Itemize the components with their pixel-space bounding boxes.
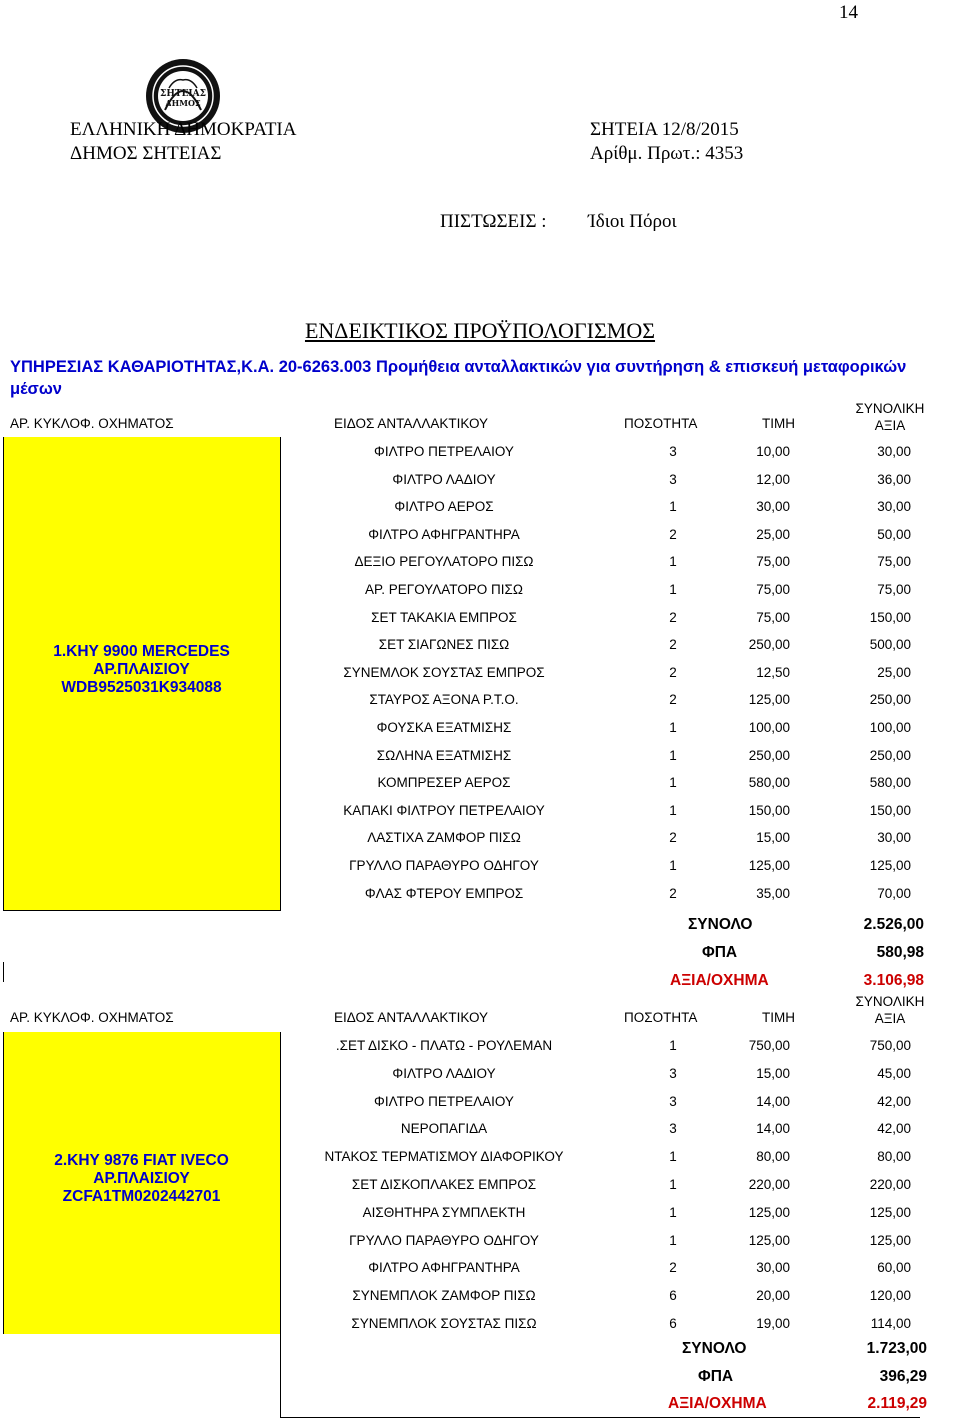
cell-price: 75,00 bbox=[756, 554, 790, 570]
cell-qty: 1 bbox=[669, 1204, 677, 1220]
table-row bbox=[280, 604, 920, 631]
cell-qty: 1 bbox=[669, 802, 677, 818]
cell-total: 125,00 bbox=[869, 1204, 911, 1220]
cell-qty: 3 bbox=[669, 1093, 677, 1109]
cell-price: 80,00 bbox=[756, 1149, 790, 1165]
table-row bbox=[280, 1171, 920, 1198]
cell-total: 80,00 bbox=[877, 1149, 911, 1165]
cell-item: ΣΥΝΕΜΛΟΚ ΣΟΥΣΤΑΣ ΕΜΠΡΟΣ bbox=[343, 664, 545, 680]
cell-total: 750,00 bbox=[869, 1038, 911, 1053]
table-row bbox=[280, 1282, 920, 1309]
cell-price: 19,00 bbox=[756, 1316, 790, 1331]
vehicle-2-chassis: ZCFA1TM0202442701 bbox=[62, 1188, 221, 1205]
vehicle-1-info bbox=[3, 643, 280, 697]
cell-item: ΦΟΥΣΚΑ ΕΞΑΤΜΙΣΗΣ bbox=[376, 720, 512, 735]
grand-total-label-1: ΑΞΙΑ/ΟΧΗΜΑ bbox=[670, 972, 769, 989]
cell-item: ΦΙΛΤΡΟ ΛΑΔΙΟΥ bbox=[392, 471, 496, 487]
table-row bbox=[280, 631, 920, 658]
col-header-vehicle: ΑΡ. ΚΥΚΛΟΦ. ΟΧΗΜΑΤΟΣ bbox=[10, 416, 174, 431]
cell-total: 100,00 bbox=[869, 720, 911, 735]
cell-item: ΦΛΑΣ ΦΤΕΡΟΥ ΕΜΠΡΟΣ bbox=[364, 885, 524, 901]
cell-qty: 2 bbox=[669, 637, 677, 653]
cell-qty: 1 bbox=[669, 747, 677, 763]
table-row bbox=[280, 1032, 920, 1059]
col-header-vehicle-2: ΑΡ. ΚΥΚΛΟΦ. ΟΧΗΜΑΤΟΣ bbox=[10, 1010, 174, 1025]
vat-label-2: ΦΠΑ bbox=[698, 1368, 734, 1385]
table-row bbox=[280, 742, 920, 769]
col-header-qty-2: ΠΟΣΟΤΗΤΑ bbox=[624, 1010, 698, 1025]
cell-qty: 3 bbox=[669, 1065, 677, 1081]
cell-total: 45,00 bbox=[877, 1065, 911, 1081]
cell-item: ΚΟΜΠΡΕΣΕΡ ΑΕΡΟΣ bbox=[377, 775, 511, 791]
cell-qty: 1 bbox=[669, 499, 677, 515]
issuer-line-2: ΔΗΜΟΣ ΣΗΤΕΙΑΣ bbox=[70, 143, 222, 164]
cell-price: 750,00 bbox=[748, 1038, 790, 1053]
table-row bbox=[280, 824, 920, 851]
cell-qty: 1 bbox=[669, 1177, 677, 1192]
col-header-total-line2: ΑΞΙΑ bbox=[874, 418, 906, 433]
cell-total: 220,00 bbox=[869, 1177, 911, 1192]
cell-price: 250,00 bbox=[748, 637, 790, 653]
cell-qty: 1 bbox=[669, 1232, 677, 1248]
cell-total: 125,00 bbox=[869, 858, 911, 873]
cell-item: ΦΙΛΤΡΟ ΛΑΔΙΟΥ bbox=[392, 1065, 496, 1081]
cell-price: 10,00 bbox=[756, 444, 790, 459]
cell-price: 15,00 bbox=[756, 830, 790, 846]
vehicle-1-plate: 1.ΚΗΥ 9900 MERCEDES bbox=[53, 643, 230, 660]
header-right bbox=[590, 118, 743, 166]
cell-qty: 1 bbox=[669, 720, 677, 735]
cell-qty: 2 bbox=[669, 526, 677, 542]
cell-total: 500,00 bbox=[869, 637, 911, 653]
cell-total: 30,00 bbox=[877, 499, 911, 515]
cell-price: 100,00 bbox=[748, 720, 790, 735]
cell-total: 42,00 bbox=[877, 1121, 911, 1137]
cell-total: 36,00 bbox=[877, 471, 911, 487]
cell-item: ΓΡΥΛΛΟ ΠΑΡΑΘΥΡΟ ΟΔΗΓΟΥ bbox=[349, 858, 539, 873]
cell-item: ΣΕΤ ΣΙΑΓΩΝΕΣ ΠΙΣΩ bbox=[378, 637, 510, 653]
cell-item: .ΣΕΤ ΔΙΣΚΟ - ΠΛΑΤΩ - ΡΟΥΛΕΜΑΝ bbox=[335, 1038, 553, 1053]
table-row bbox=[280, 466, 920, 493]
table-row bbox=[280, 1199, 920, 1226]
cell-item: ΛΑΣΤΙΧΑ ΖΑΜΦΟΡ ΠΙΣΩ bbox=[367, 830, 521, 846]
col-header-price-2: ΤΙΜΗ bbox=[762, 1010, 795, 1025]
cell-total: 30,00 bbox=[877, 830, 911, 846]
cell-price: 220,00 bbox=[748, 1177, 790, 1192]
protocol-number: Αρίθμ. Πρωτ.: 4353 bbox=[590, 143, 744, 164]
table-row bbox=[280, 1060, 920, 1087]
table-row bbox=[280, 1115, 920, 1142]
vehicle-2-chassis-label: ΑΡ.ΠΛΑΙΣΙΟΥ bbox=[93, 1170, 190, 1187]
cell-qty: 2 bbox=[669, 664, 677, 680]
col-header-total-2-line1: ΣΥΝΟΛΙΚΗ bbox=[855, 994, 925, 1009]
table-row bbox=[280, 714, 920, 741]
cell-qty: 2 bbox=[669, 885, 677, 901]
cell-item: ΓΡΥΛΛΟ ΠΑΡΑΘΥΡΟ ΟΔΗΓΟΥ bbox=[349, 1232, 539, 1248]
cell-total: 75,00 bbox=[877, 554, 911, 570]
cell-qty: 1 bbox=[669, 775, 677, 791]
cell-price: 75,00 bbox=[756, 609, 790, 625]
cell-price: 250,00 bbox=[748, 747, 790, 763]
credits-value: Ίδιοι Πόροι bbox=[588, 211, 677, 232]
cell-qty: 3 bbox=[669, 1121, 677, 1137]
table-row bbox=[280, 852, 920, 879]
cell-qty: 2 bbox=[669, 609, 677, 625]
cell-price: 20,00 bbox=[756, 1288, 790, 1304]
cell-price: 580,00 bbox=[748, 775, 790, 791]
cell-total: 42,00 bbox=[877, 1093, 911, 1109]
vehicle-2-info bbox=[3, 1152, 280, 1206]
credits-label: ΠΙΣΤΩΣΕΙΣ : bbox=[440, 211, 547, 232]
cell-price: 125,00 bbox=[748, 1232, 790, 1248]
cell-price: 12,50 bbox=[756, 664, 790, 680]
document-title: ΕΝΔΕΙΚΤΙΚΟΣ ΠΡΟΫΠΟΛΟΓΙΣΜΟΣ bbox=[304, 318, 656, 343]
grand-total-value-1: 3.106,98 bbox=[863, 972, 924, 989]
subtotal-label-1: ΣΥΝΟΛΟ bbox=[688, 916, 753, 933]
cell-item: ΔΕΞΙΟ ΡΕΓΟΥΛΑΤΟΡΟ ΠΙΣΩ bbox=[354, 554, 534, 570]
col-header-qty: ΠΟΣΟΤΗΤΑ bbox=[624, 416, 698, 431]
table-row bbox=[280, 1310, 920, 1337]
cell-price: 150,00 bbox=[748, 802, 790, 818]
col-header-total-line1: ΣΥΝΟΛΙΚΗ bbox=[855, 401, 925, 416]
header-left bbox=[70, 118, 296, 166]
cell-item: ΑΡ. ΡΕΓΟΥΛΑΤΟΡΟ ΠΙΣΩ bbox=[364, 582, 523, 597]
page-number: 14 bbox=[839, 2, 858, 23]
cell-total: 150,00 bbox=[869, 802, 911, 818]
cell-price: 14,00 bbox=[756, 1121, 790, 1137]
table-row bbox=[280, 880, 920, 907]
col-header-total bbox=[850, 400, 930, 434]
cell-total: 114,00 bbox=[870, 1316, 911, 1331]
vat-value-1: 580,98 bbox=[876, 944, 924, 961]
cell-total: 30,00 bbox=[877, 444, 911, 459]
cell-total: 120,00 bbox=[869, 1288, 911, 1304]
cell-qty: 1 bbox=[669, 1149, 677, 1165]
cell-price: 75,00 bbox=[756, 582, 790, 597]
cell-item: ΦΙΛΤΡΟ ΠΕΤΡΕΛΑΙΟΥ bbox=[374, 1093, 514, 1109]
cell-item: ΣΤΑΥΡΟΣ ΑΞΟΝΑ Ρ.Τ.Ο. bbox=[369, 692, 519, 708]
vehicle-2-plate: 2.ΚΗΥ 9876 FIAT IVECO bbox=[54, 1152, 229, 1169]
table-row bbox=[280, 1227, 920, 1254]
table-row bbox=[280, 438, 920, 465]
table-row bbox=[280, 659, 920, 686]
cell-item: ΦΙΛΤΡΟ ΑΦΗΓΡΑΝΤΗΡΑ bbox=[368, 526, 520, 542]
cell-item: ΝΤΑΚΟΣ ΤΕΡΜΑΤΙΣΜΟΥ ΔΙΑΦΟΡΙΚΟΥ bbox=[324, 1149, 564, 1165]
cell-qty: 6 bbox=[669, 1288, 677, 1304]
cell-item: ΣΩΛΗΝΑ ΕΞΑΤΜΙΣΗΣ bbox=[376, 747, 512, 763]
cell-total: 25,00 bbox=[877, 664, 911, 680]
cell-item: ΦΙΛΤΡΟ ΑΦΗΓΡΑΝΤΗΡΑ bbox=[368, 1260, 520, 1276]
cell-item: ΚΑΠΑΚΙ ΦΙΛΤΡΟΥ ΠΕΤΡΕΛΑΙΟΥ bbox=[343, 802, 545, 818]
table-row bbox=[280, 548, 920, 575]
cell-price: 125,00 bbox=[748, 692, 790, 708]
cell-total: 580,00 bbox=[869, 775, 911, 791]
cell-total: 250,00 bbox=[869, 747, 911, 763]
subtotal-label-2: ΣΥΝΟΛΟ bbox=[682, 1340, 747, 1357]
svg-text:ΣΗΤΕΙΑΣ: ΣΗΤΕΙΑΣ bbox=[160, 89, 206, 99]
vat-value-2: 396,29 bbox=[879, 1368, 927, 1385]
cell-item: ΝΕΡΟΠΑΓΙΔΑ bbox=[400, 1121, 488, 1137]
service-description: ΥΠΗΡΕΣΙΑΣ ΚΑΘΑΡΙΟΤΗΤΑΣ,Κ.Α. 20-6263.003 Προμήθεια ανταλλακτικών για συντήρηση & επισκευή μεταφορικών μέσων bbox=[10, 358, 907, 398]
subtotal-value-2: 1.723,00 bbox=[866, 1340, 927, 1357]
table-row bbox=[280, 521, 920, 548]
cell-qty: 2 bbox=[669, 830, 677, 846]
col-header-total-2 bbox=[850, 993, 930, 1027]
cell-total: 70,00 bbox=[877, 885, 911, 901]
grand-total-label-2: ΑΞΙΑ/ΟΧΗΜΑ bbox=[668, 1395, 767, 1412]
cell-qty: 1 bbox=[669, 554, 677, 570]
cell-qty: 1 bbox=[669, 858, 677, 873]
cell-price: 25,00 bbox=[756, 526, 790, 542]
grand-total-value-2: 2.119,29 bbox=[867, 1395, 927, 1412]
cell-price: 125,00 bbox=[748, 1204, 790, 1220]
cell-item: ΣΕΤ ΤΑΚΑΚΙΑ ΕΜΠΡΟΣ bbox=[371, 609, 517, 625]
cell-qty: 1 bbox=[669, 582, 677, 597]
cell-total: 250,00 bbox=[869, 692, 911, 708]
svg-text:ΔΗΜΟΣ: ΔΗΜΟΣ bbox=[165, 98, 201, 108]
cell-item: ΑΙΣΘΗΤΗΡΑ ΣΥΜΠΛΕΚΤΗ bbox=[362, 1204, 526, 1220]
doc-date: ΣΗΤΕΙΑ 12/8/2015 bbox=[590, 119, 739, 140]
table-row bbox=[280, 769, 920, 796]
vehicle-1-chassis: WDB9525031K934088 bbox=[61, 679, 222, 696]
cell-qty: 1 bbox=[669, 1038, 677, 1053]
col-header-item: ΕΙΔΟΣ ΑΝΤΑΛΛΑΚΤΙΚΟΥ bbox=[334, 416, 489, 431]
cell-price: 35,00 bbox=[756, 885, 790, 901]
vat-label-1: ΦΠΑ bbox=[702, 944, 738, 961]
cell-item: ΦΙΛΤΡΟ ΠΕΤΡΕΛΑΙΟΥ bbox=[374, 444, 514, 459]
cell-qty: 3 bbox=[669, 444, 677, 459]
col-header-item-2: ΕΙΔΟΣ ΑΝΤΑΛΛΑΚΤΙΚΟΥ bbox=[334, 1010, 489, 1025]
cell-item: ΣΥΝΕΜΠΛΟΚ ΖΑΜΦΟΡ ΠΙΣΩ bbox=[352, 1288, 536, 1304]
table-row bbox=[280, 1088, 920, 1115]
subtotal-value-1: 2.526,00 bbox=[863, 916, 924, 933]
cell-price: 12,00 bbox=[756, 471, 790, 487]
col-header-price: ΤΙΜΗ bbox=[762, 416, 795, 431]
cell-item: ΣΥΝΕΜΠΛΟΚ ΣΟΥΣΤΑΣ ΠΙΣΩ bbox=[351, 1316, 537, 1331]
cell-qty: 6 bbox=[669, 1316, 677, 1331]
table-row bbox=[280, 1254, 920, 1281]
table-row bbox=[280, 576, 920, 603]
table-row bbox=[280, 686, 920, 713]
cell-total: 60,00 bbox=[877, 1260, 911, 1276]
cell-total: 150,00 bbox=[869, 609, 911, 625]
cell-total: 125,00 bbox=[869, 1232, 911, 1248]
cell-price: 125,00 bbox=[748, 858, 790, 873]
cell-price: 30,00 bbox=[756, 1260, 790, 1276]
vehicle-1-chassis-label: ΑΡ.ΠΛΑΙΣΙΟΥ bbox=[93, 661, 190, 678]
cell-price: 30,00 bbox=[756, 499, 790, 515]
table-row bbox=[280, 1143, 920, 1170]
cell-qty: 3 bbox=[669, 471, 677, 487]
cell-price: 15,00 bbox=[756, 1065, 790, 1081]
table-row bbox=[280, 797, 920, 824]
cell-item: ΦΙΛΤΡΟ ΑΕΡΟΣ bbox=[394, 499, 494, 515]
cell-price: 14,00 bbox=[756, 1093, 790, 1109]
col-header-total-2-line2: ΑΞΙΑ bbox=[874, 1011, 906, 1026]
cell-item: ΣΕΤ ΔΙΣΚΟΠΛΑΚΕΣ ΕΜΠΡΟΣ bbox=[351, 1177, 537, 1192]
cell-qty: 2 bbox=[669, 1260, 677, 1276]
issuer-line-1: ΕΛΛΗΝΙΚΗ ΔΗΜΟΚΡΑΤΙΑ bbox=[70, 119, 297, 140]
cell-total: 75,00 bbox=[877, 582, 911, 597]
cell-qty: 2 bbox=[669, 692, 677, 708]
cell-total: 50,00 bbox=[877, 526, 911, 542]
table-row bbox=[280, 493, 920, 520]
